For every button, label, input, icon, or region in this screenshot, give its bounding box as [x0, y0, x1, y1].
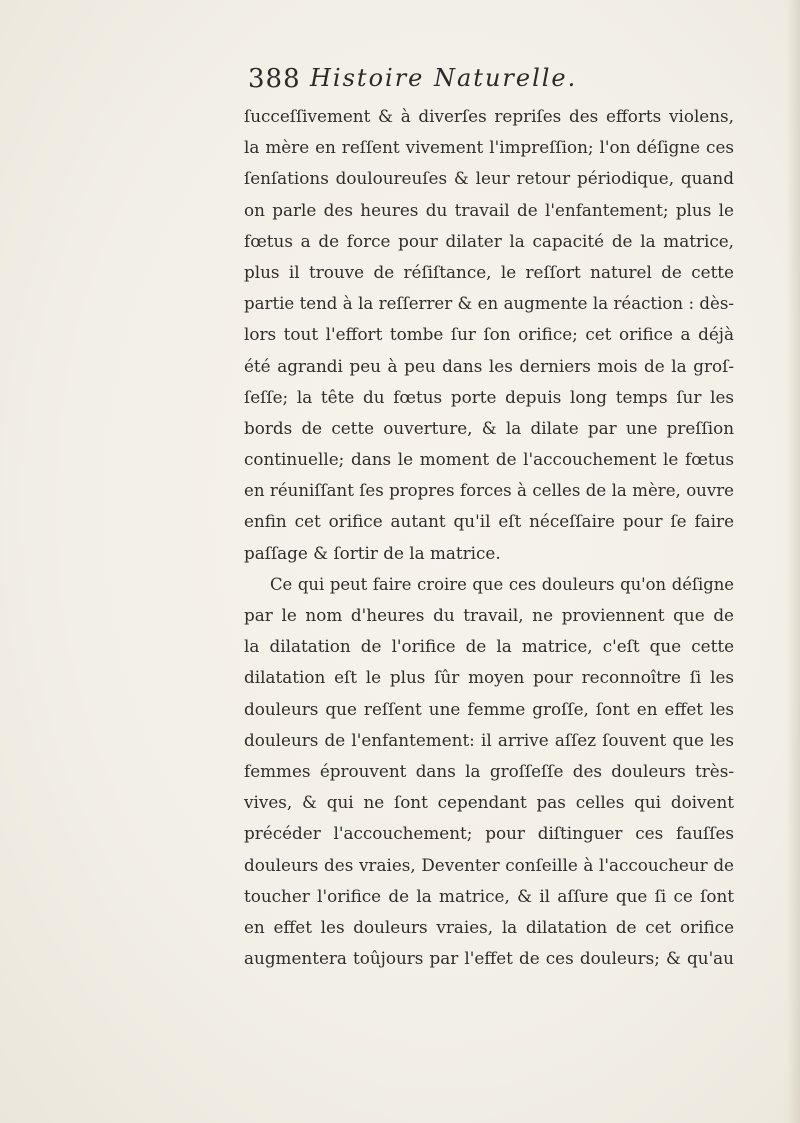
text-line: femmes éprouvent dans la groſſeſſe des douleurs très- — [244, 760, 734, 781]
text-line: la mère en reſſent vivement l'impreſſion; l'on déſigne ces — [244, 137, 734, 158]
text-line: toucher l'orifice de la matrice, & il aſſure que ſi ce ſont — [244, 885, 734, 906]
text-line: ſeſſe; la tête du fœtus porte depuis long temps ſur les — [244, 386, 734, 407]
text-line: partie tend à la reſſerrer & en augmente la réaction : dès- — [244, 294, 734, 314]
text-line: en effet les douleurs vraies, la dilatation de cet orifice — [244, 916, 734, 937]
text-line: augmentera toûjours par l'effet de ces douleurs; & qu'au — [244, 948, 734, 969]
body-text — [244, 101, 734, 974]
text-line: enfin cet orifice autant qu'il eſt néceſſaire pour ſe faire — [244, 511, 734, 532]
text-line: douleurs que reſſent une femme groſſe, ſont en effet les — [244, 698, 734, 719]
text-line: lors tout l'effort tombe ſur ſon orifice; cet orifice a déjà — [244, 324, 734, 345]
text-line: douleurs de l'enfantement: il arrive aſſez ſouvent que les — [244, 729, 734, 750]
running-title: Histoire Naturelle. — [310, 64, 578, 92]
text-line: bords de cette ouverture, & la dilate par une preſſion — [244, 417, 734, 438]
text-line: en réuniſſant ſes propres forces à celles de la mère, ouvre — [244, 481, 734, 501]
page-edge-shadow — [786, 0, 800, 1123]
text-line: ſenſations douloureuſes & leur retour périodique, quand — [244, 168, 734, 189]
text-line: vives, & qui ne ſont cependant pas celles qui doivent — [244, 792, 734, 813]
paragraph-2 — [244, 569, 734, 974]
text-line: on parle des heures du travail de l'enfantement; plus le — [244, 199, 734, 220]
page-number: 388 — [248, 64, 301, 94]
text-line: été agrandi peu à peu dans les derniers mois de la groſ- — [244, 355, 734, 376]
text-line: fœtus a de force pour dilater la capacité de la matrice, — [244, 230, 734, 251]
paragraph-1 — [244, 101, 734, 569]
page-header — [248, 64, 668, 98]
text-line: plus il trouve de réſiſtance, le reſſort naturel de cette — [244, 261, 734, 282]
text-line: précéder l'accouchement; pour diſtinguer ces fauſſes — [244, 823, 734, 844]
text-line: ſucceſſivement & à diverſes repriſes des efforts violens, — [244, 106, 734, 126]
text-line: la dilatation de l'orifice de la matrice, c'eſt que cette — [244, 636, 734, 657]
text-line: Ce qui peut faire croire que ces douleurs qu'on déſigne — [270, 574, 734, 594]
text-line: dilatation eſt le plus ſûr moyen pour reconnoître ſi les — [244, 667, 734, 688]
text-line: douleurs des vraies, Deventer conſeille à l'accoucheur de — [244, 854, 734, 875]
text-line: paſſage & ſortir de la matrice. — [244, 542, 501, 563]
text-line: par le nom d'heures du travail, ne proviennent que de — [244, 605, 734, 625]
text-line: continuelle; dans le moment de l'accouchement le fœtus — [244, 449, 734, 470]
